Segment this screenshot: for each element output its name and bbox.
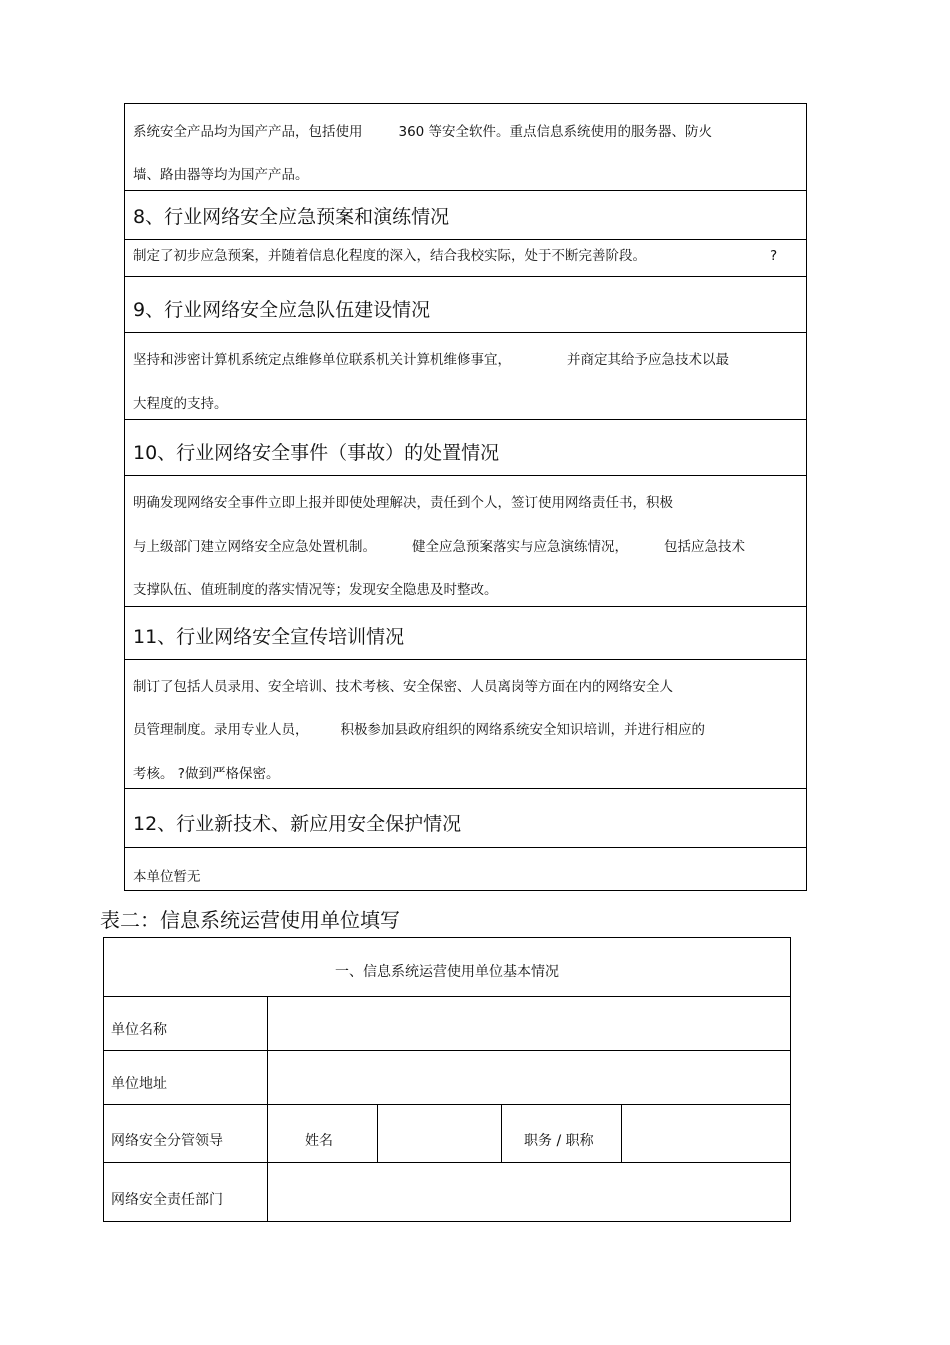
section-11-title: 11、行业网络安全宣传培训情况 [133,626,405,648]
section-11-text-a: 员管理制度。录用专业人员， [133,722,309,738]
row-divider [125,419,806,420]
section-8-trailing-mark: ? [770,248,778,264]
responsible-dept-label: 网络安全责任部门 [111,1192,223,1208]
responsible-dept-field[interactable] [268,1163,790,1221]
section-10-line-1: 明确发现网络安全事件立即上报并即使处理解决，责任到个人，签订使用网络责任书，积极 [133,495,673,511]
section-9-line-1 [133,350,729,370]
section-9-line-2: 大程度的支持。 [133,396,228,412]
row-divider [125,847,806,848]
table-2-caption: 表二：信息系统运营使用单位填写 [100,908,400,932]
row-divider [125,659,806,660]
leader-title-field[interactable] [622,1105,790,1162]
section-10-text-c: 包括应急技术 [664,539,745,555]
leader-name-field[interactable] [378,1105,500,1162]
section-10-line-3: 支撑队伍、值班制度的落实情况等；发现安全隐患及时整改。 [133,582,498,598]
section-10-text-a: 与上级部门建立网络安全应急处置机制。 [133,539,376,555]
section-11-line-3: 考核。 ?做到严格保密。 [133,766,280,782]
row-divider [125,788,806,789]
security-report-table [124,103,807,891]
intro-line-1 [133,122,712,142]
section-8-title: 8、行业网络安全应急预案和演练情况 [133,206,450,228]
section-11-line-2 [133,720,705,740]
row-divider [125,190,806,191]
intro-text-b: 360 等安全软件。重点信息系统使用的服务器、防火 [398,124,713,140]
section-11-line-1: 制订了包括人员录用、安全培训、技术考核、安全保密、人员离岗等方面在内的网络安全人 [133,679,673,695]
intro-line-2: 墙、路由器等均为国产产品。 [133,167,309,183]
cell-divider [501,1104,502,1162]
unit-address-field[interactable] [268,1051,790,1104]
section-9-title: 9、行业网络安全应急队伍建设情况 [133,299,431,321]
section-10-title: 10、行业网络安全事件（事故）的处置情况 [133,442,500,464]
section-10-line-2 [133,537,745,557]
leader-name-label: 姓名 [305,1133,333,1149]
row-divider [125,606,806,607]
leader-title-label: 职务 / 职称 [524,1133,594,1149]
unit-info-table [103,937,791,1222]
row-divider [125,475,806,476]
section-12-title: 12、行业新技术、新应用安全保护情况 [133,813,462,835]
unit-name-label: 单位名称 [111,1022,167,1038]
table-2-header: 一、信息系统运营使用单位基本情况 [335,964,559,980]
row-divider [125,239,806,240]
section-11-text-b: 积极参加县政府组织的网络系统安全知识培训，并进行相应的 [340,722,705,738]
row-divider [125,332,806,333]
section-8-line-1: 制定了初步应急预案，并随着信息化程度的深入，结合我校实际，处于不断完善阶段。 [133,248,646,264]
row-divider [125,276,806,277]
unit-name-field[interactable] [268,997,790,1050]
section-12-line-1: 本单位暂无 [133,869,201,885]
intro-text-a: 系统安全产品均为国产产品，包括使用 [133,124,363,140]
section-10-text-b: 健全应急预案落实与应急演练情况， [412,539,628,555]
section-9-text-a: 坚持和涉密计算机系统定点维修单位联系机关计算机维修事宜， [133,352,511,368]
security-leader-label: 网络安全分管领导 [111,1133,223,1149]
unit-address-label: 单位地址 [111,1076,167,1092]
section-9-text-b: 并商定其给予应急技术以最 [567,352,729,368]
